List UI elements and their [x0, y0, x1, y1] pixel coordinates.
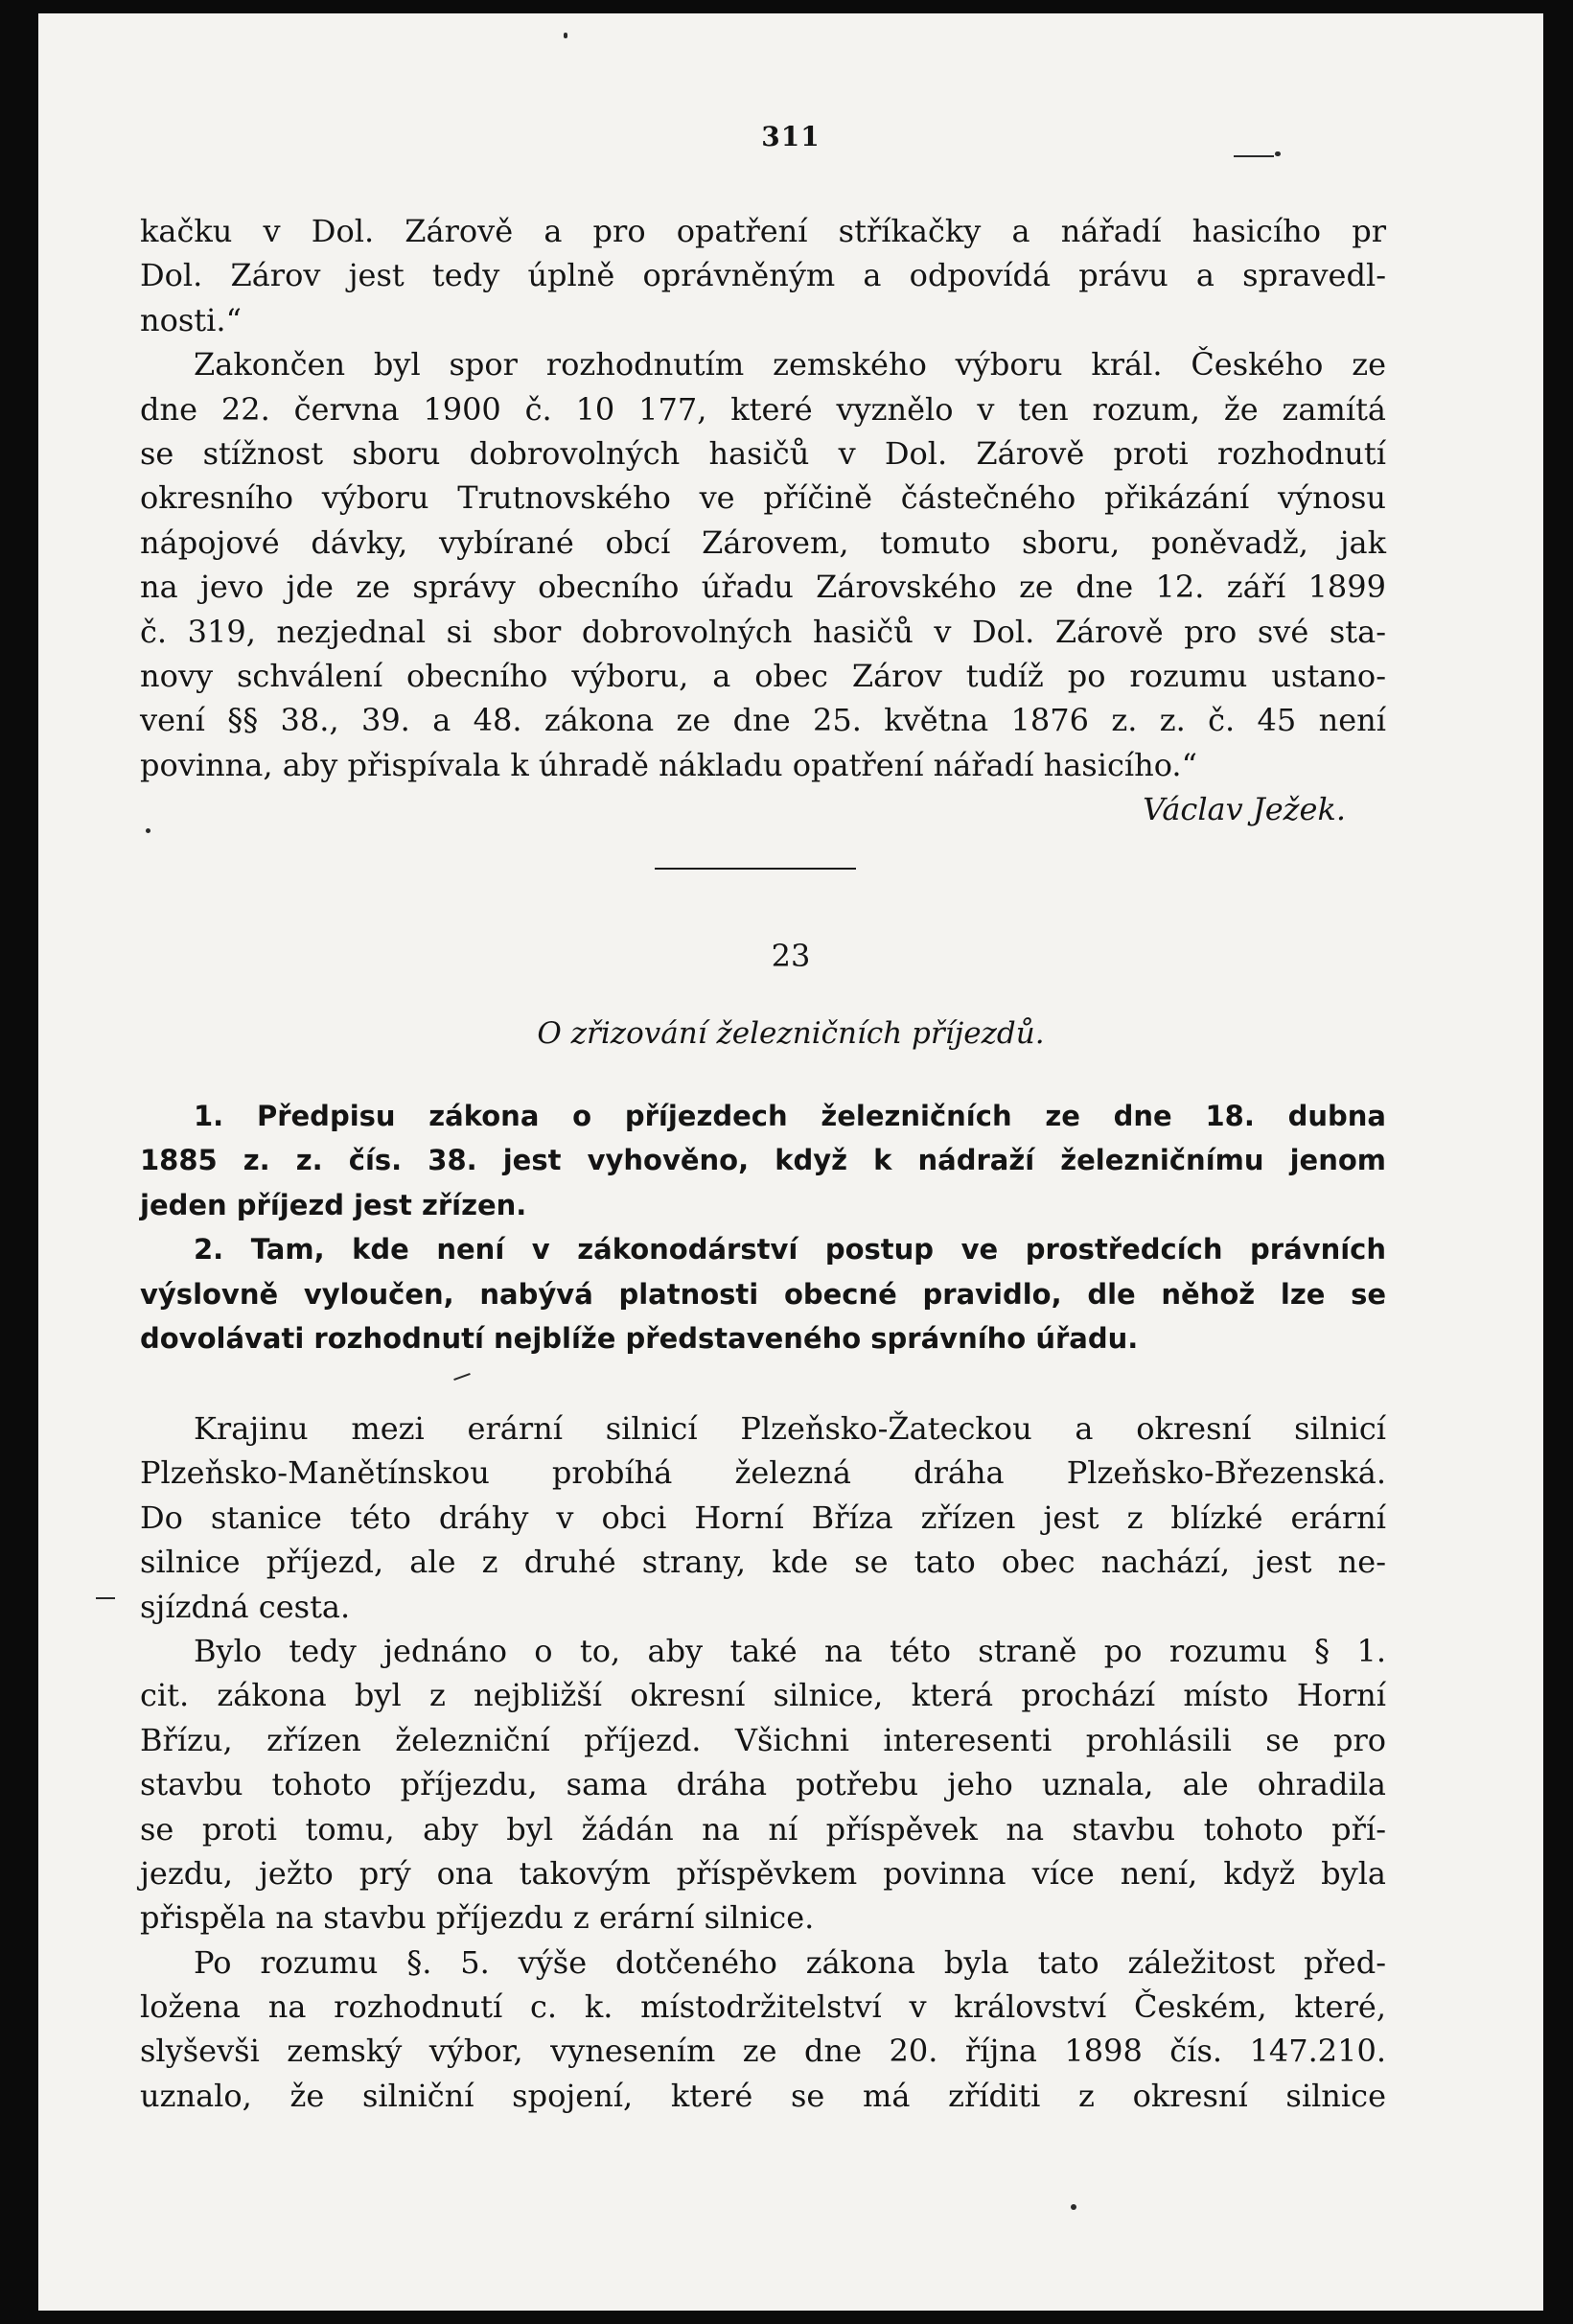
body-text [140, 1406, 1386, 2118]
text-line: kačku v Dol. Zárově a pro opatření stříkačky a nářadí hasicího pr [140, 213, 1386, 249]
text-line: ložena na rozhodnutí c. k. místodržitelství v království Českém, které, [140, 1988, 1386, 2026]
signature: Václav Ježek. [1143, 791, 1346, 828]
scan-speck [453, 1373, 471, 1381]
point-line: jeden příjezd jest zřízen. [140, 1188, 527, 1221]
intro-paragraph [140, 209, 1386, 831]
text-line: silnice příjezd, ale z druhé strany, kde se tato obec nachází, jest ne- [140, 1544, 1386, 1581]
text-line: Do stanice této dráhy v obci Horní Bříza zřízen jest z blízké erární [140, 1499, 1386, 1536]
text-line: Krajinu mezi erární silnicí Plzeňsko-Žateckou a okresní silnicí [194, 1410, 1386, 1447]
text-line: okresního výboru Trutnovského ve příčině částečného přikázání výnosu [140, 479, 1386, 517]
text-line: jezdu, ježto prý ona takovým příspěvkem povinna více není, když byla [140, 1854, 1386, 1892]
scan-speck [96, 1597, 115, 1599]
summary-points [140, 1094, 1386, 1360]
point-line: 1. Předpisu zákona o příjezdech železničních ze dne 18. dubna [194, 1100, 1386, 1132]
text-line: uznalo, že silniční spojení, které se má zříditi z okresní silnice [140, 2077, 1386, 2114]
section-divider [655, 868, 856, 870]
page-number: 311 [761, 121, 821, 152]
point-line: výslovně vyloučen, nabývá platnosti obecné pravidlo, dle něhož lze se [140, 1277, 1386, 1311]
point-line: 2. Tam, kde není v zákonodárství postup ve prostředcích právních [194, 1233, 1386, 1267]
text-line: se stížnost sboru dobrovolných hasičů v Dol. Zárově proti rozhodnutí [140, 434, 1386, 472]
text-line: přispěla na stavbu příjezdu z erární silnice. [140, 1899, 815, 1937]
text-line: Zakončen byl spor rozhodnutím zemského výboru král. Českého ze [194, 346, 1386, 383]
scan-speck [1275, 151, 1281, 156]
section-number: 23 [771, 938, 811, 974]
text-line: dne 22. června 1900 č. 10 177, které vyznělo v ten rozum, že zamítá [140, 390, 1386, 428]
point-line: dovolávati rozhodnutí nejblíže představeného správního úřadu. [140, 1321, 1139, 1355]
text-line: novy schválení obecního výboru, a obec Zárov tudíž po rozumu ustano- [140, 657, 1386, 694]
scan-speck [1071, 2204, 1076, 2210]
text-line: se proti tomu, aby byl žádán na ní příspěvek na stavbu tohoto pří- [140, 1810, 1386, 1848]
text-line: cit. zákona byl z nejbližší okresní silnice, která prochází místo Horní [140, 1677, 1386, 1714]
scan-speck [1234, 155, 1274, 157]
section-title: O zřizování železničních příjezdů. [537, 1016, 1045, 1051]
document-page [38, 13, 1543, 2311]
text-line: Břízu, zřízen železniční příjezd. Všichni interesenti prohlásili se pro [140, 1721, 1386, 1758]
text-line: povinna, aby přispívala k úhradě nákladu opatření nářadí hasicího.“ [140, 746, 1197, 783]
text-line: slyševši zemský výbor, vynesením ze dne 20. října 1898 čís. 147.210. [140, 2033, 1386, 2070]
point-line: 1885 z. z. čís. 38. jest vyhověno, když k nádraží železničnímu jenom [140, 1144, 1386, 1177]
text-line: č. 319, nezjednal si sbor dobrovolných hasičů v Dol. Zárově pro své sta- [140, 613, 1386, 650]
text-line: Plzeňsko-Manětínskou probíhá železná dráha Plzeňsko-Březenská. [140, 1454, 1386, 1492]
scan-speck [146, 828, 150, 833]
text-line: nápojové dávky, vybírané obcí Zárovem, tomuto sboru, poněvadž, jak [140, 523, 1386, 561]
text-line: Bylo tedy jednáno o to, aby také na této straně po rozumu § 1. [194, 1632, 1386, 1669]
text-line: Po rozumu §. 5. výše dotčeného zákona byla tato záležitost před- [194, 1943, 1386, 1981]
text-line: Dol. Zárov jest tedy úplně oprávněným a odpovídá právu a spravedl- [140, 257, 1386, 294]
text-line: stavbu tohoto příjezdu, sama dráha potřebu jeho uznala, ale ohradila [140, 1766, 1386, 1803]
text-line: vení §§ 38., 39. a 48. zákona ze dne 25. května 1876 z. z. č. 45 není [140, 702, 1386, 739]
text-line: nosti.“ [140, 301, 242, 338]
text-line: sjízdná cesta. [140, 1588, 351, 1625]
text-line: na jevo jde ze správy obecního úřadu Zárovského ze dne 12. září 1899 [140, 569, 1386, 606]
scan-speck [564, 33, 567, 38]
